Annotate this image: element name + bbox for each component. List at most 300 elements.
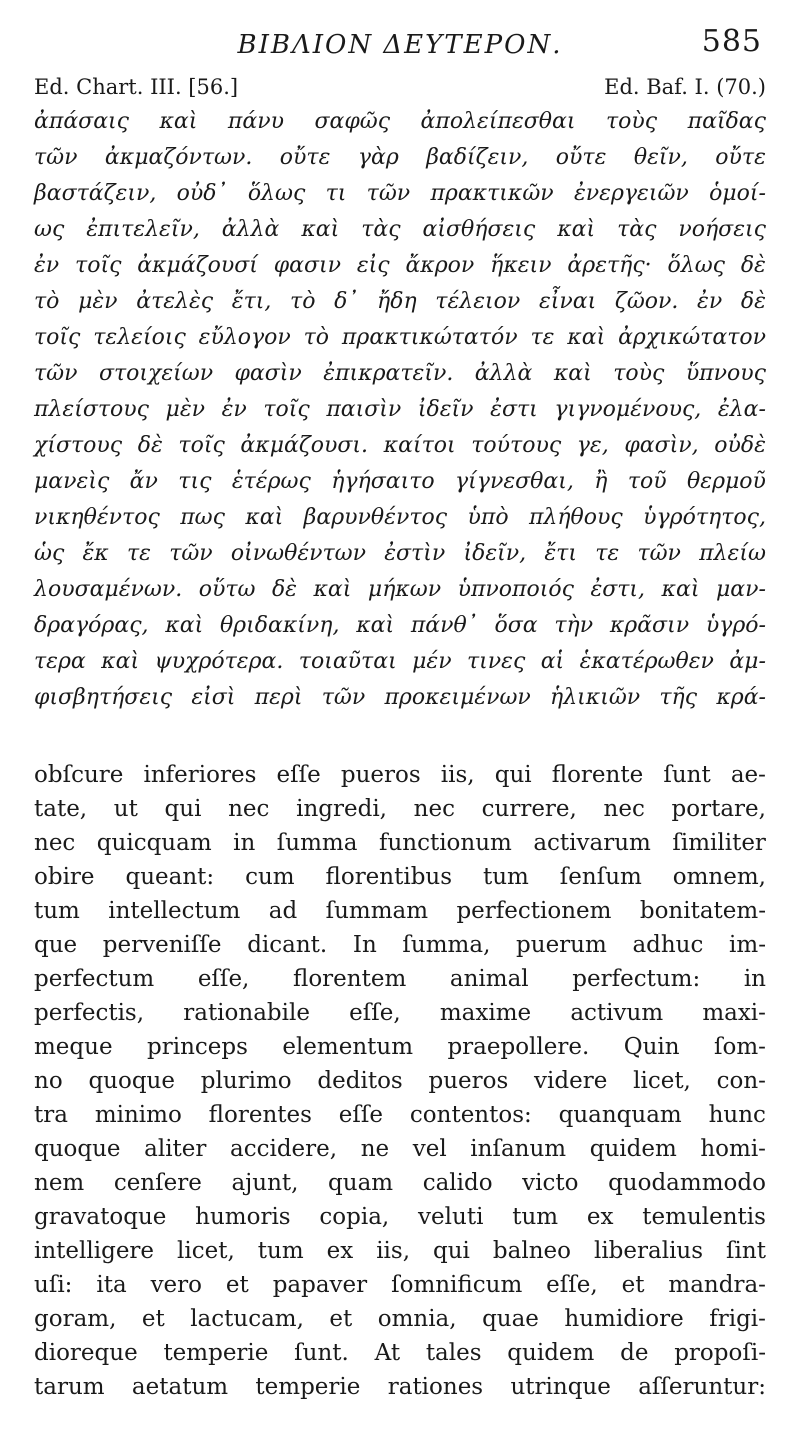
word: maxi- bbox=[702, 1000, 766, 1026]
word: cenſere bbox=[113, 1170, 202, 1196]
word: μανεὶς bbox=[34, 469, 110, 494]
word: καὶ bbox=[557, 217, 596, 242]
word: αἰσθήσεις bbox=[422, 217, 536, 242]
word: utrinque bbox=[510, 1374, 611, 1400]
word: ἀρχικώτατον bbox=[618, 325, 766, 350]
word: uſi: bbox=[34, 1272, 73, 1298]
word: μέν bbox=[412, 649, 452, 674]
word: τὸ bbox=[34, 289, 60, 314]
word: quoque bbox=[34, 1136, 121, 1162]
word: εἰς bbox=[356, 253, 390, 278]
word: προκειμένων bbox=[384, 685, 531, 710]
word: ἄκρον bbox=[405, 253, 475, 278]
word: intellectum bbox=[108, 898, 241, 924]
word: nec bbox=[228, 796, 270, 822]
greek-text-line bbox=[34, 248, 766, 284]
word: quoque bbox=[88, 1068, 175, 1094]
word: humoris bbox=[195, 1204, 291, 1230]
word: ἐστι, bbox=[590, 577, 646, 602]
latin-text-line bbox=[34, 1098, 766, 1132]
word: ἐνεργειῶν bbox=[573, 181, 689, 206]
word: mandra- bbox=[668, 1272, 766, 1298]
word: τελείοις bbox=[93, 325, 186, 350]
word: nem bbox=[34, 1170, 85, 1196]
word: tum bbox=[34, 898, 80, 924]
word: ψυχρότερα. bbox=[154, 649, 284, 674]
word: perfectionem bbox=[456, 898, 612, 924]
word: πάνθ᾽ bbox=[410, 613, 478, 638]
word: ſumma bbox=[276, 830, 358, 856]
word: ἡλικιῶν bbox=[550, 685, 641, 710]
word: ἀρετῆς· bbox=[567, 253, 652, 278]
word: omnem, bbox=[672, 864, 766, 890]
word: et bbox=[329, 1306, 353, 1332]
word: τὴν bbox=[554, 613, 594, 638]
word: φασιν bbox=[273, 253, 341, 278]
word: βαστάζειν, bbox=[34, 181, 157, 206]
word: ἑτέρως bbox=[231, 469, 311, 494]
word: νικηθέντος bbox=[34, 505, 160, 530]
word: accidere, bbox=[230, 1136, 338, 1162]
word: animal bbox=[449, 966, 529, 992]
word: aliter bbox=[144, 1136, 207, 1162]
word: καὶ bbox=[356, 613, 395, 638]
word: ἰδεῖν, bbox=[463, 541, 527, 566]
word: ὡς bbox=[34, 541, 65, 566]
word: activarum bbox=[533, 830, 651, 856]
word: licet, bbox=[177, 1238, 235, 1264]
word: οὐδὲ bbox=[714, 433, 766, 458]
word: goram, bbox=[34, 1306, 117, 1332]
word: ὕπνους bbox=[685, 361, 766, 386]
word: ὑγρότητος, bbox=[643, 505, 766, 530]
word: humidiore bbox=[564, 1306, 684, 1332]
word: praepollere. bbox=[447, 1034, 590, 1060]
word: In bbox=[352, 932, 377, 958]
word: σαφῶς bbox=[314, 109, 391, 134]
word: εἰσὶ bbox=[191, 685, 236, 710]
word: οὐδ᾽ bbox=[176, 181, 228, 206]
word: eſſe bbox=[338, 1102, 384, 1128]
word: πως bbox=[180, 505, 225, 530]
word: ἔτι, bbox=[231, 289, 272, 314]
word: inſanum bbox=[470, 1136, 567, 1162]
word: κρᾶσιν bbox=[609, 613, 690, 638]
word: δὲ bbox=[137, 433, 163, 458]
word: functionum bbox=[378, 830, 512, 856]
word: que bbox=[34, 932, 78, 958]
word: gravatoque bbox=[34, 1204, 167, 1230]
word: μήκων bbox=[367, 577, 442, 602]
latin-text-line bbox=[34, 894, 766, 928]
word: ἑκατέρωθεν bbox=[579, 649, 714, 674]
word: im- bbox=[729, 932, 766, 958]
word: ἀλλὰ bbox=[474, 361, 533, 386]
word: tales bbox=[425, 1340, 482, 1366]
word: γιγνομένους, bbox=[554, 397, 702, 422]
word: rationabile bbox=[183, 1000, 310, 1026]
word: βαδίζειν, bbox=[426, 145, 529, 170]
word: rationes bbox=[387, 1374, 484, 1400]
word: ajunt, bbox=[231, 1170, 299, 1196]
word: Quin bbox=[623, 1034, 680, 1060]
word: eſſe bbox=[276, 762, 321, 788]
word: εὔλογον bbox=[198, 325, 291, 350]
greek-text-line bbox=[34, 392, 766, 428]
word: dicant. bbox=[247, 932, 328, 958]
word: οὔτε bbox=[715, 145, 766, 170]
word: τι bbox=[325, 181, 347, 206]
word: φασὶν, bbox=[624, 433, 699, 458]
word: currere, bbox=[481, 796, 577, 822]
word: ἐν bbox=[34, 253, 60, 278]
word: τῶν bbox=[366, 181, 411, 206]
word: minimo bbox=[94, 1102, 182, 1128]
word: ὅλως bbox=[667, 253, 725, 278]
word: tum bbox=[512, 1204, 559, 1230]
word: μὲν bbox=[165, 397, 206, 422]
greek-text-line bbox=[34, 680, 766, 716]
word: portare, bbox=[671, 796, 766, 822]
word: δραγόρας, bbox=[34, 613, 149, 638]
word: lactucam, bbox=[190, 1306, 304, 1332]
word: ſomnificum bbox=[391, 1272, 523, 1298]
word: frigi- bbox=[709, 1306, 766, 1332]
greek-text-line bbox=[34, 284, 766, 320]
word: δὲ bbox=[740, 289, 766, 314]
word: τοῖς bbox=[34, 325, 81, 350]
edition-ref-left: Ed. Chart. III. [56.] bbox=[34, 75, 239, 99]
word: δὲ bbox=[740, 253, 766, 278]
word: φισβητήσεις bbox=[34, 685, 173, 710]
greek-text-line bbox=[34, 572, 766, 608]
word: tate, bbox=[34, 796, 88, 822]
latin-text-line bbox=[34, 1030, 766, 1064]
word: καὶ bbox=[101, 649, 140, 674]
word: florentes bbox=[208, 1102, 312, 1128]
word: queant: bbox=[125, 864, 215, 890]
word: videre bbox=[534, 1068, 608, 1094]
word: elementum bbox=[282, 1034, 414, 1060]
word: dioreque bbox=[34, 1340, 138, 1366]
word: αἱ bbox=[540, 649, 565, 674]
word: ἐν bbox=[221, 397, 247, 422]
word: καὶ bbox=[567, 325, 606, 350]
word: ut bbox=[113, 796, 138, 822]
word: τῆς bbox=[659, 685, 698, 710]
greek-text-line bbox=[34, 320, 766, 356]
word: qui bbox=[164, 796, 202, 822]
word: con- bbox=[716, 1068, 766, 1094]
word: nec bbox=[413, 796, 455, 822]
word: λουσαμένων. bbox=[34, 577, 183, 602]
word: ὅλως bbox=[247, 181, 306, 206]
word: pueros bbox=[428, 1068, 509, 1094]
edition-ref-right: Ed. Baf. I. (70.) bbox=[604, 75, 766, 99]
word: omnia, bbox=[377, 1306, 457, 1332]
word: et bbox=[141, 1306, 165, 1332]
word: τὸ bbox=[290, 289, 316, 314]
greek-text-line bbox=[34, 644, 766, 680]
word: adhuc bbox=[632, 932, 704, 958]
latin-text-line bbox=[34, 826, 766, 860]
word: veluti bbox=[418, 1204, 484, 1230]
word: τῶν bbox=[637, 541, 681, 566]
word: πάνυ bbox=[227, 109, 284, 134]
word: papaver bbox=[272, 1272, 368, 1298]
word: pueros bbox=[340, 762, 421, 788]
word: καὶ bbox=[661, 577, 700, 602]
word: οὔτε bbox=[279, 145, 331, 170]
word: intelligere bbox=[34, 1238, 155, 1264]
word: γίγνεσθαι, bbox=[455, 469, 574, 494]
word: οἰνωθέντων bbox=[230, 541, 366, 566]
latin-text-line bbox=[34, 1302, 766, 1336]
word: deditos bbox=[317, 1068, 403, 1094]
running-head bbox=[34, 22, 766, 72]
word: balneo bbox=[492, 1238, 571, 1264]
word: ſenſum bbox=[559, 864, 642, 890]
latin-text-line bbox=[34, 1268, 766, 1302]
word: πρακτικώτατόν bbox=[341, 325, 518, 350]
latin-text-line bbox=[34, 1166, 766, 1200]
word: ſom- bbox=[713, 1034, 766, 1060]
greek-text-line bbox=[34, 536, 766, 572]
word: meque bbox=[34, 1034, 113, 1060]
word: ex bbox=[586, 1204, 614, 1230]
word: ἀπολείπεσθαι bbox=[420, 109, 576, 134]
word: ζῶον. bbox=[614, 289, 679, 314]
word: At bbox=[374, 1340, 401, 1366]
word: ἀτελὲς bbox=[136, 289, 214, 314]
greek-text-block bbox=[34, 104, 766, 716]
word: temperie bbox=[255, 1374, 361, 1400]
word: τῶν bbox=[34, 361, 78, 386]
word: de bbox=[620, 1340, 649, 1366]
word: ita bbox=[96, 1272, 127, 1298]
word: στοιχείων bbox=[98, 361, 214, 386]
word: bonitatem- bbox=[639, 898, 766, 924]
word: ingredi, bbox=[296, 796, 387, 822]
word: princeps bbox=[147, 1034, 248, 1060]
word: ſunt. bbox=[294, 1340, 349, 1366]
word: οὔτε bbox=[555, 145, 607, 170]
word: θερμοῦ bbox=[687, 469, 766, 494]
word: quodammodo bbox=[608, 1170, 766, 1196]
word: florentem bbox=[292, 966, 407, 992]
word: παῖδας bbox=[687, 109, 766, 134]
word: ἐπιτελεῖν, bbox=[86, 217, 200, 242]
word: τις bbox=[178, 469, 212, 494]
word: κρά- bbox=[716, 685, 766, 710]
word: tum bbox=[482, 864, 529, 890]
word: inferiores bbox=[143, 762, 257, 788]
word: βαρυνθέντος bbox=[303, 505, 448, 530]
word: propoſi- bbox=[674, 1340, 766, 1366]
word: ὅσα bbox=[494, 613, 538, 638]
latin-text-line bbox=[34, 928, 766, 962]
word: aſſeruntur: bbox=[638, 1374, 766, 1400]
greek-text-line bbox=[34, 464, 766, 500]
word: δὲ bbox=[271, 577, 297, 602]
greek-text-line bbox=[34, 104, 766, 140]
word: ως bbox=[34, 217, 65, 242]
word: in bbox=[743, 966, 766, 992]
word: τε bbox=[530, 325, 555, 350]
latin-text-line bbox=[34, 1336, 766, 1370]
word: τὰς bbox=[617, 217, 657, 242]
word: πλείστους bbox=[34, 397, 149, 422]
word: ἰδεῖν bbox=[417, 397, 474, 422]
word: florente bbox=[551, 762, 644, 788]
word: tum bbox=[257, 1238, 304, 1264]
word: ὑπὸ bbox=[467, 505, 509, 530]
page-number: 585 bbox=[701, 24, 762, 59]
word: καίτοι bbox=[383, 433, 456, 458]
word: τέλειον bbox=[435, 289, 521, 314]
greek-text-line bbox=[34, 140, 766, 176]
word: ſunt bbox=[663, 762, 711, 788]
word: quam bbox=[328, 1170, 394, 1196]
word: perveniſſe bbox=[102, 932, 222, 958]
greek-text-line bbox=[34, 500, 766, 536]
latin-text-line bbox=[34, 1064, 766, 1098]
word: iis, bbox=[376, 1238, 411, 1264]
word: temperie bbox=[163, 1340, 269, 1366]
word: ἥκειν bbox=[490, 253, 552, 278]
word: πλείω bbox=[699, 541, 766, 566]
word: καὶ bbox=[245, 505, 284, 530]
word: aetatum bbox=[131, 1374, 229, 1400]
word: ad bbox=[268, 898, 298, 924]
word: ne bbox=[360, 1136, 390, 1162]
word: quanquam bbox=[558, 1102, 682, 1128]
latin-text-block bbox=[34, 758, 766, 1404]
word: victo bbox=[522, 1170, 579, 1196]
word: πλήθους bbox=[528, 505, 623, 530]
word: ὑπνοποιός bbox=[457, 577, 574, 602]
word: quidem bbox=[507, 1340, 595, 1366]
word: obire bbox=[34, 864, 95, 890]
word: καὶ bbox=[165, 613, 204, 638]
word: ἐν bbox=[697, 289, 723, 314]
word: perfectum bbox=[34, 966, 155, 992]
word: τινες bbox=[466, 649, 526, 674]
word: ἀπάσαις bbox=[34, 109, 129, 134]
word: quidem bbox=[589, 1136, 677, 1162]
word: contentos: bbox=[409, 1102, 532, 1128]
word: perfectum: bbox=[572, 966, 701, 992]
word: qui bbox=[494, 762, 532, 788]
word: ae- bbox=[730, 762, 766, 788]
word: ex bbox=[326, 1238, 354, 1264]
word: πρακτικῶν bbox=[430, 181, 554, 206]
word: καὶ bbox=[553, 361, 592, 386]
word: tarum bbox=[34, 1374, 105, 1400]
word: τῶν bbox=[169, 541, 213, 566]
word: θριδακίνη, bbox=[219, 613, 340, 638]
word: γε, bbox=[576, 433, 609, 458]
word: no bbox=[34, 1068, 63, 1094]
word: φασὶν bbox=[234, 361, 302, 386]
word: χίστους bbox=[34, 433, 123, 458]
word: τῶν bbox=[34, 145, 78, 170]
word: ἀκμαζόντων. bbox=[104, 145, 253, 170]
latin-text-line bbox=[34, 860, 766, 894]
word: ἀκμάζουσι. bbox=[240, 433, 369, 458]
word: copia, bbox=[319, 1204, 390, 1230]
word: τὰς bbox=[361, 217, 401, 242]
word: activum bbox=[570, 1000, 664, 1026]
word: temulentis bbox=[642, 1204, 766, 1230]
word: tra bbox=[34, 1102, 68, 1128]
latin-text-line bbox=[34, 996, 766, 1030]
word: quae bbox=[482, 1306, 539, 1332]
word: florentibus bbox=[325, 864, 453, 890]
word: plurimo bbox=[200, 1068, 292, 1094]
latin-text-line bbox=[34, 758, 766, 792]
latin-text-line bbox=[34, 1370, 766, 1404]
word: ἔτι bbox=[544, 541, 577, 566]
word: τοὺς bbox=[613, 361, 665, 386]
word: ſimiliter bbox=[672, 830, 766, 856]
word: παισὶν bbox=[326, 397, 402, 422]
word: ſumma, bbox=[402, 932, 491, 958]
word: eſſe, bbox=[546, 1272, 598, 1298]
word: οὕτω bbox=[198, 577, 256, 602]
latin-text-line bbox=[34, 962, 766, 996]
word: ἀμ- bbox=[729, 649, 766, 674]
latin-text-line bbox=[34, 1132, 766, 1166]
word: νοήσεις bbox=[678, 217, 766, 242]
word: τοὺς bbox=[606, 109, 658, 134]
word: ἀκμάζουσί bbox=[137, 253, 258, 278]
word: nec bbox=[603, 796, 645, 822]
word: τοῖς bbox=[263, 397, 310, 422]
word: in bbox=[233, 830, 256, 856]
latin-text-line bbox=[34, 1234, 766, 1268]
word: nec bbox=[34, 830, 76, 856]
word: ſummam bbox=[325, 898, 429, 924]
word: homi- bbox=[700, 1136, 766, 1162]
latin-text-line bbox=[34, 792, 766, 826]
word: περὶ bbox=[254, 685, 303, 710]
word: quicquam bbox=[96, 830, 212, 856]
word: ἡγήσαιτο bbox=[331, 469, 435, 494]
word: et bbox=[621, 1272, 645, 1298]
word: ἤδη bbox=[377, 289, 417, 314]
word: καὶ bbox=[159, 109, 198, 134]
word: liberalius bbox=[593, 1238, 704, 1264]
word: θεῖν, bbox=[633, 145, 688, 170]
word: licet, bbox=[633, 1068, 691, 1094]
greek-text-line bbox=[34, 176, 766, 212]
latin-text-line bbox=[34, 1200, 766, 1234]
word: ὁμοί- bbox=[709, 181, 766, 206]
word: maxime bbox=[439, 1000, 532, 1026]
word: hunc bbox=[708, 1102, 766, 1128]
word: τε bbox=[595, 541, 620, 566]
word: ἀλλὰ bbox=[221, 217, 280, 242]
word: μὲν bbox=[78, 289, 118, 314]
greek-text-line bbox=[34, 428, 766, 464]
greek-text-line bbox=[34, 608, 766, 644]
word: iis, bbox=[440, 762, 475, 788]
word: καὶ bbox=[301, 217, 340, 242]
word: ſint bbox=[726, 1238, 766, 1264]
word: ἐλα- bbox=[717, 397, 766, 422]
word: τερα bbox=[34, 649, 86, 674]
